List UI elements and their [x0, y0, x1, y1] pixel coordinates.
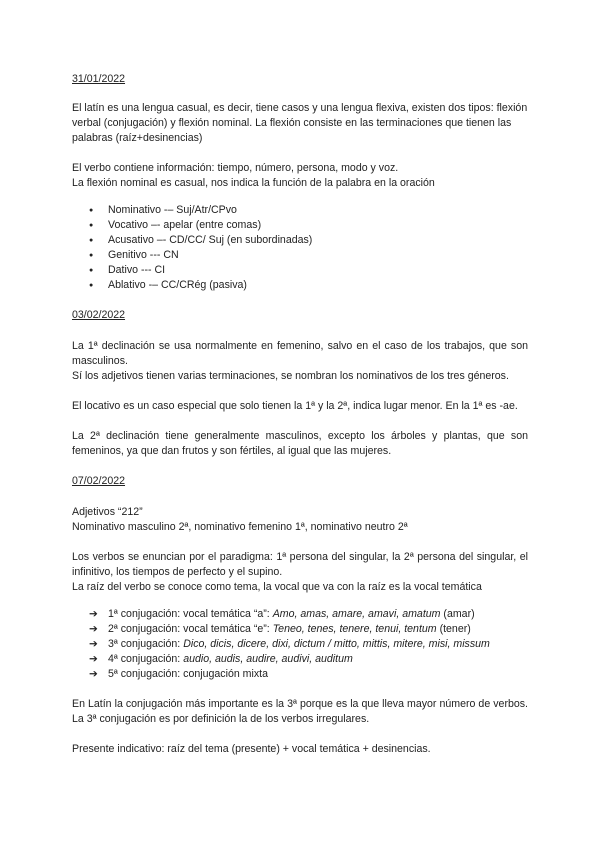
paragraph: Sí los adjetivos tienen varias terminaciones, se nombran los nominativos de los tres géneros.: [72, 370, 509, 382]
date-heading: 03/02/2022: [72, 309, 126, 321]
list-item: ● Dativo --- CI: [72, 263, 528, 278]
paragraph: Nominativo masculino 2ª, nominativo femenino 1ª, nominativo neutro 2ª: [72, 521, 408, 533]
arrow-icon: ➔: [89, 653, 98, 665]
list-item: ● Acusativo –- CD/CC/ Suj (en subordinadas): [72, 233, 528, 248]
paragraph: La 2ª declinación tiene generalmente masculinos, excepto los árboles y plantas, que son femeninos, ya que dan frutos y son fértiles, al igual que las mujeres.: [72, 430, 528, 457]
list-item: ● Genitivo --- CN: [72, 248, 528, 263]
list-item: ➔ 2ª conjugación: vocal temática “e”: Teneo, tenes, tenere, tenui, tentum (tener): [89, 623, 471, 635]
paragraph: Los verbos se enuncian por el paradigma: 1ª persona del singular, la 2ª persona del singular, el infinitivo, los tiempos de perfecto y el supino.: [72, 551, 528, 578]
paragraph: Adjetivos “212”: [72, 506, 143, 518]
list-item: ● Vocativo –- apelar (entre comas): [72, 218, 528, 233]
arrow-icon: ➔: [89, 668, 98, 680]
paragraph: Presente indicativo: raíz del tema (presente) + vocal temática + desinencias.: [72, 743, 431, 755]
list-item: ➔ 4ª conjugación: audio, audis, audire, audivi, auditum: [89, 653, 353, 665]
paragraph: En Latín la conjugación más importante es la 3ª porque es la que lleva mayor número de verbos. La 3ª conjugación es por definición la de los verbos irregulares.: [72, 698, 528, 725]
paragraph: El locativo es un caso especial que solo tienen la 1ª y la 2ª, indica lugar menor. En la 1ª es -ae.: [72, 400, 518, 412]
list-item: ● Ablativo -– CC/CRég (pasiva): [72, 278, 528, 293]
list-item: ➔ 5ª conjugación: conjugación mixta: [89, 668, 268, 680]
date-heading: 07/02/2022: [72, 475, 126, 487]
arrow-icon: ➔: [89, 638, 98, 650]
paragraph: El verbo contiene información: tiempo, número, persona, modo y voz.: [72, 162, 399, 174]
paragraph: La flexión nominal es casual, nos indica la función de la palabra en la oración: [72, 177, 435, 189]
date-heading: 31/01/2022: [72, 73, 126, 85]
paragraph: La raíz del verbo se conoce como tema, la vocal que va con la raíz es la vocal temática: [72, 581, 482, 593]
conjugation-list: [72, 607, 528, 682]
list-item: ● Nominativo -– Suj/Atr/CPvo: [72, 203, 528, 218]
case-list: [72, 203, 528, 293]
paragraph: La 1ª declinación se usa normalmente en femenino, salvo en el caso de los trabajos, que son masculinos.: [72, 340, 528, 367]
arrow-icon: ➔: [89, 623, 98, 635]
document-page: [72, 0, 528, 757]
list-item: ➔ 1ª conjugación: vocal temática “a”: Amo, amas, amare, amavi, amatum (amar): [89, 608, 475, 620]
list-item: ➔ 3ª conjugación: Dico, dicis, dicere, dixi, dictum / mitto, mittis, mitere, misi, missum: [89, 638, 490, 650]
paragraph: El latín es una lengua casual, es decir, tiene casos y una lengua flexiva, existen dos tipos: flexión verbal (conjugación) y flexión nominal. La flexión consiste en las terminaciones que tienen las palabras (raíz+desinencias): [72, 102, 528, 144]
arrow-icon: ➔: [89, 608, 98, 620]
